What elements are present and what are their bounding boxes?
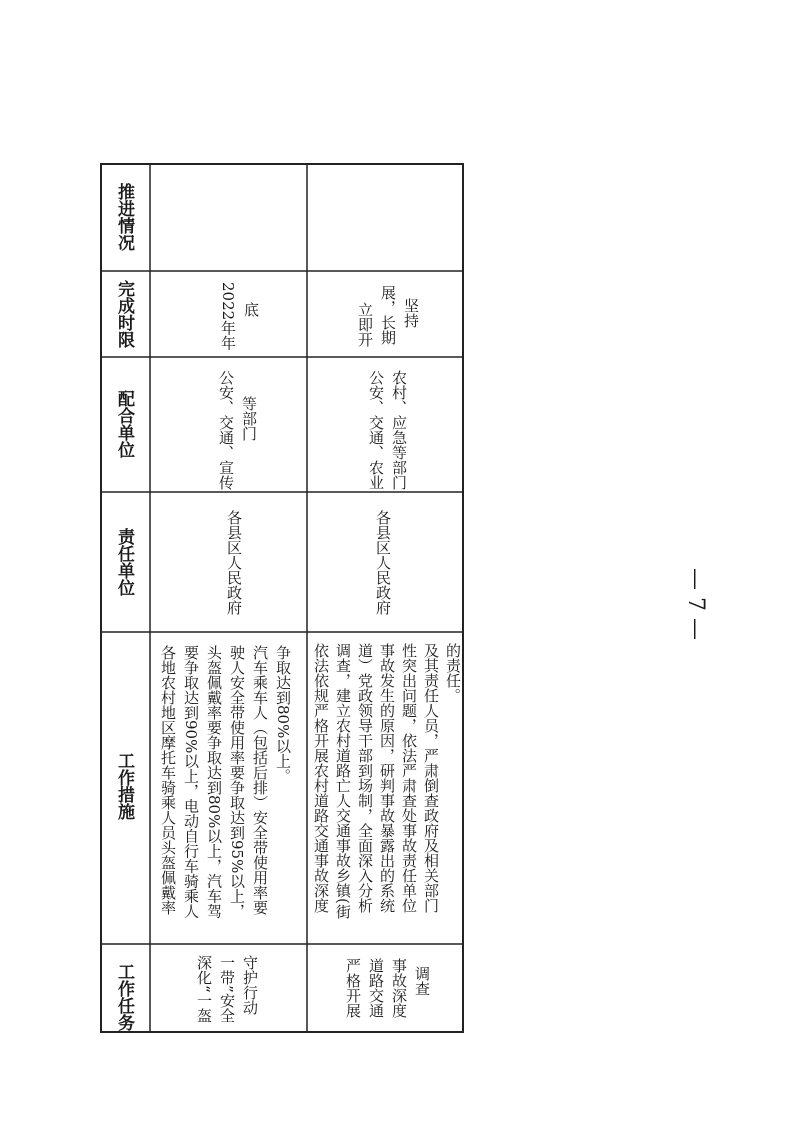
row2-measure-line: 调查，建立农村道路亡人交通事故乡镇(街 — [334, 643, 352, 919]
row1-task-line: 深化“一盔 — [195, 955, 213, 1023]
row2-task-line: 调查 — [413, 966, 431, 996]
row2-measure-line: 依法依规严格开展农村道路交通事故深度 — [312, 643, 330, 913]
row2-measure-line: 的责任。 — [444, 643, 462, 703]
row1-measure-line: 要争取达到90%以上，电动自行车骑乘人 — [182, 645, 200, 919]
row1-responsible: 各县区人民政府 — [225, 510, 243, 615]
row2-responsible: 各县区人民政府 — [374, 510, 392, 615]
row1-measure-line: 头盔佩戴率要争取达到80%以上，汽车驾 — [205, 645, 223, 919]
row2-task-line: 严格开展 — [344, 958, 362, 1018]
row1-cooperate-line: 等部门 — [240, 396, 258, 441]
header-deadline: 完成时限 — [114, 280, 134, 348]
header-responsible: 责任单位 — [114, 528, 134, 596]
header-measure: 工作措施 — [114, 752, 134, 820]
row1-measure-line: 各地农村地区摩托车骑乘人员头盔佩戴率 — [159, 645, 177, 915]
row2-measure-line: 事故发生的原因，研判事故暴露出的系统 — [378, 643, 396, 913]
row1-task-line: 守护行动 — [241, 955, 259, 1015]
row2-cooperate-line: 公安、交通、农业 — [367, 370, 385, 490]
row1-task-line: 一带”安全 — [218, 955, 236, 1023]
row1-measure-line: 驶人安全带使用率要争取达到95%以上， — [228, 645, 246, 919]
row2-deadline-line: 立即开 — [356, 302, 374, 347]
header-cooperate: 配合单位 — [114, 390, 134, 458]
row1-measure-line: 汽车乘车人（包括后排）安全带使用率要 — [251, 645, 269, 915]
row2-task-line: 道路交通 — [367, 958, 385, 1018]
row1-deadline-line: 2022年年 — [219, 282, 237, 351]
header-progress: 推进情况 — [114, 183, 134, 251]
row2-deadline-line: 坚持 — [402, 298, 420, 328]
row1-cooperate-line: 公安、交通、宣传 — [217, 370, 235, 490]
row2-deadline-line: 展，长期 — [379, 285, 397, 345]
row2-cooperate-line: 农村、应急等部门 — [390, 370, 408, 490]
row2-measure-line: 道）党政领导干部到场制，全面深入分析 — [356, 643, 374, 913]
row1-deadline-line: 底 — [242, 302, 260, 317]
page-number: — 7 — — [683, 568, 708, 640]
header-task: 工作任务 — [114, 963, 134, 1031]
row1-measure-line: 争取达到80%以上。 — [274, 645, 292, 784]
row2-measure-line: 及其责任人员，严肃倒查政府及相关部门 — [422, 643, 440, 913]
row2-measure-line: 性突出问题，依法严肃查处事故责任单位 — [400, 643, 418, 913]
row2-task-line: 事故深度 — [390, 958, 408, 1018]
